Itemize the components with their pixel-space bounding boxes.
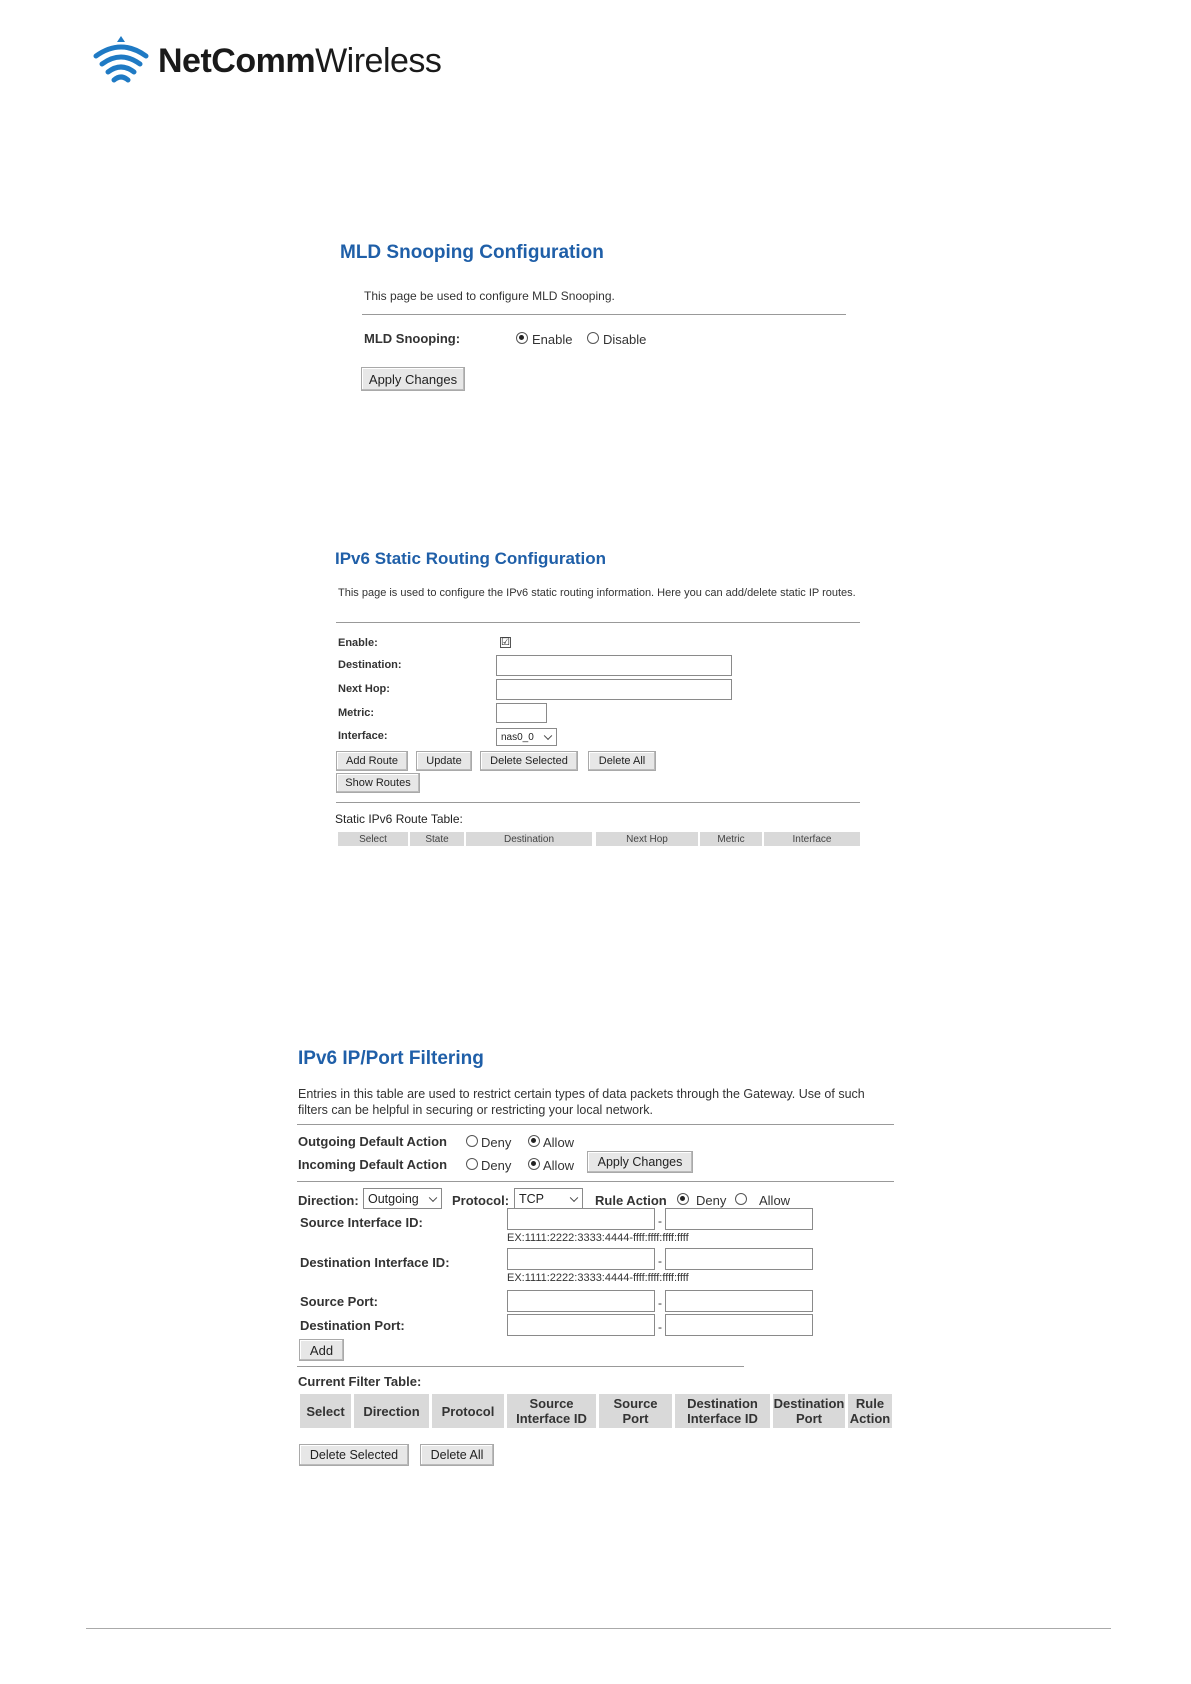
outgoing-deny-label: Deny bbox=[481, 1135, 512, 1150]
routing-title: IPv6 Static Routing Configuration bbox=[335, 549, 607, 568]
outgoing-allow-label: Allow bbox=[543, 1135, 575, 1150]
filter-col-destination-interface: Destination Interface ID bbox=[675, 1394, 770, 1428]
route-nexthop-label: Next Hop: bbox=[338, 683, 390, 695]
mld-apply-button[interactable]: Apply Changes bbox=[361, 367, 465, 391]
protocol-label: Protocol: bbox=[452, 1193, 510, 1208]
destination-interface-label: Destination Interface ID: bbox=[300, 1255, 450, 1270]
destination-port-end-input[interactable] bbox=[665, 1314, 813, 1336]
route-metric-label: Metric: bbox=[338, 707, 375, 719]
filter-apply-button[interactable]: Apply Changes bbox=[587, 1151, 693, 1173]
filter-col-source-port: Source Port bbox=[599, 1394, 672, 1428]
mld-divider bbox=[362, 314, 846, 315]
incoming-allow-radio[interactable] bbox=[528, 1158, 540, 1170]
filter-table-divider bbox=[297, 1366, 744, 1367]
filter-table-title: Current Filter Table: bbox=[298, 1374, 422, 1389]
destination-interface-example: EX:1111:2222:3333:4444-ffff:ffff:ffff:ffff bbox=[507, 1272, 689, 1284]
direction-label: Direction: bbox=[298, 1193, 359, 1208]
route-interface-select[interactable] bbox=[496, 728, 557, 746]
destination-interface-end-input[interactable] bbox=[665, 1248, 813, 1270]
mld-enable-label: Enable bbox=[532, 332, 573, 347]
incoming-allow-label: Allow bbox=[543, 1158, 575, 1173]
route-interface-value: nas0_0 bbox=[501, 731, 534, 743]
source-interface-dash: - bbox=[658, 1214, 662, 1228]
destination-port-dash: - bbox=[658, 1320, 662, 1334]
rule-action-label: Rule Action bbox=[595, 1193, 667, 1208]
delete-all-routes-button[interactable]: Delete All bbox=[588, 751, 656, 771]
update-route-button[interactable]: Update bbox=[416, 751, 472, 771]
add-route-button[interactable]: Add Route bbox=[336, 751, 408, 771]
outgoing-deny-radio[interactable] bbox=[466, 1135, 478, 1147]
filter-description: Entries in this table are used to restrict certain types of data packets through the Gateway. Use of such filters can be helpful in securing or restricting your local network. bbox=[298, 1087, 865, 1117]
destination-interface-dash: - bbox=[658, 1254, 662, 1268]
destination-port-label: Destination Port: bbox=[300, 1318, 405, 1333]
mld-enable-radio[interactable] bbox=[516, 332, 528, 344]
show-routes-button[interactable]: Show Routes bbox=[336, 773, 420, 793]
incoming-default-label: Incoming Default Action bbox=[298, 1157, 448, 1172]
filter-col-source-interface: Source Interface ID bbox=[507, 1394, 596, 1428]
source-port-label: Source Port: bbox=[300, 1294, 379, 1309]
filter-add-button[interactable]: Add bbox=[299, 1339, 344, 1361]
route-table-title: Static IPv6 Route Table: bbox=[335, 812, 463, 826]
source-interface-start-input[interactable] bbox=[507, 1208, 655, 1230]
destination-interface-start-input[interactable] bbox=[507, 1248, 655, 1270]
filter-divider bbox=[297, 1124, 894, 1125]
routing-divider bbox=[336, 622, 860, 623]
source-port-end-input[interactable] bbox=[665, 1290, 813, 1312]
protocol-value: TCP bbox=[519, 1191, 544, 1206]
route-nexthop-input[interactable] bbox=[496, 679, 732, 700]
chevron-down-icon bbox=[544, 732, 552, 740]
filter-col-select: Select bbox=[300, 1394, 351, 1428]
incoming-deny-label: Deny bbox=[481, 1158, 512, 1173]
route-col-state: State bbox=[410, 832, 464, 846]
filter-col-rule-action: Rule Action bbox=[849, 1396, 891, 1426]
filter-delete-all-button[interactable]: Delete All bbox=[420, 1444, 494, 1466]
filter-divider-2 bbox=[297, 1181, 894, 1182]
filter-col-protocol: Protocol bbox=[432, 1394, 504, 1428]
route-destination-input[interactable] bbox=[496, 655, 732, 676]
outgoing-default-label: Outgoing Default Action bbox=[298, 1134, 447, 1149]
route-enable-label: Enable: bbox=[338, 637, 378, 649]
route-enable-checkbox[interactable]: ☑ bbox=[501, 637, 510, 648]
incoming-deny-radio[interactable] bbox=[466, 1158, 478, 1170]
rule-deny-radio[interactable] bbox=[677, 1193, 689, 1205]
route-metric-input[interactable] bbox=[496, 703, 547, 723]
chevron-down-icon bbox=[429, 1193, 437, 1201]
filter-col-destination-port: Destination Port bbox=[773, 1396, 845, 1426]
footer-divider bbox=[86, 1628, 1111, 1629]
mld-disable-label: Disable bbox=[603, 332, 647, 347]
netcomm-logo bbox=[92, 34, 472, 90]
wifi-logo-icon bbox=[92, 34, 150, 84]
route-col-destination: Destination bbox=[466, 832, 592, 846]
filter-delete-selected-button[interactable]: Delete Selected bbox=[299, 1444, 409, 1466]
mld-snooping-label: MLD Snooping: bbox=[364, 331, 461, 346]
direction-select[interactable] bbox=[363, 1188, 442, 1209]
delete-selected-route-button[interactable]: Delete Selected bbox=[480, 751, 578, 771]
route-col-nexthop: Next Hop bbox=[596, 832, 698, 846]
mld-title: MLD Snooping Configuration bbox=[340, 242, 604, 263]
mld-description: This page be used to configure MLD Snooping. bbox=[364, 289, 615, 303]
outgoing-allow-radio[interactable] bbox=[528, 1135, 540, 1147]
protocol-select[interactable] bbox=[514, 1188, 583, 1209]
mld-disable-radio[interactable] bbox=[587, 332, 599, 344]
route-destination-label: Destination: bbox=[338, 659, 402, 671]
routing-table-divider bbox=[336, 802, 860, 803]
rule-allow-radio[interactable] bbox=[735, 1193, 747, 1205]
source-interface-label: Source Interface ID: bbox=[300, 1215, 423, 1230]
filter-col-direction: Direction bbox=[354, 1394, 429, 1428]
routing-description: This page is used to configure the IPv6 static routing information. Here you can add/delete static IP routes. bbox=[338, 587, 856, 599]
source-port-dash: - bbox=[658, 1296, 662, 1310]
route-col-interface: Interface bbox=[764, 832, 860, 846]
rule-deny-label: Deny bbox=[696, 1193, 727, 1208]
chevron-down-icon bbox=[570, 1193, 578, 1201]
direction-value: Outgoing bbox=[368, 1191, 419, 1206]
source-port-start-input[interactable] bbox=[507, 1290, 655, 1312]
route-interface-label: Interface: bbox=[338, 730, 388, 742]
rule-allow-label: Allow bbox=[759, 1193, 791, 1208]
source-interface-end-input[interactable] bbox=[665, 1208, 813, 1230]
filter-title: IPv6 IP/Port Filtering bbox=[298, 1048, 484, 1069]
route-col-select: Select bbox=[338, 832, 408, 846]
route-col-metric: Metric bbox=[700, 832, 762, 846]
destination-port-start-input[interactable] bbox=[507, 1314, 655, 1336]
source-interface-example: EX:1111:2222:3333:4444-ffff:ffff:ffff:ffff bbox=[507, 1232, 689, 1244]
logo-text: NetCommWireless bbox=[158, 42, 442, 80]
